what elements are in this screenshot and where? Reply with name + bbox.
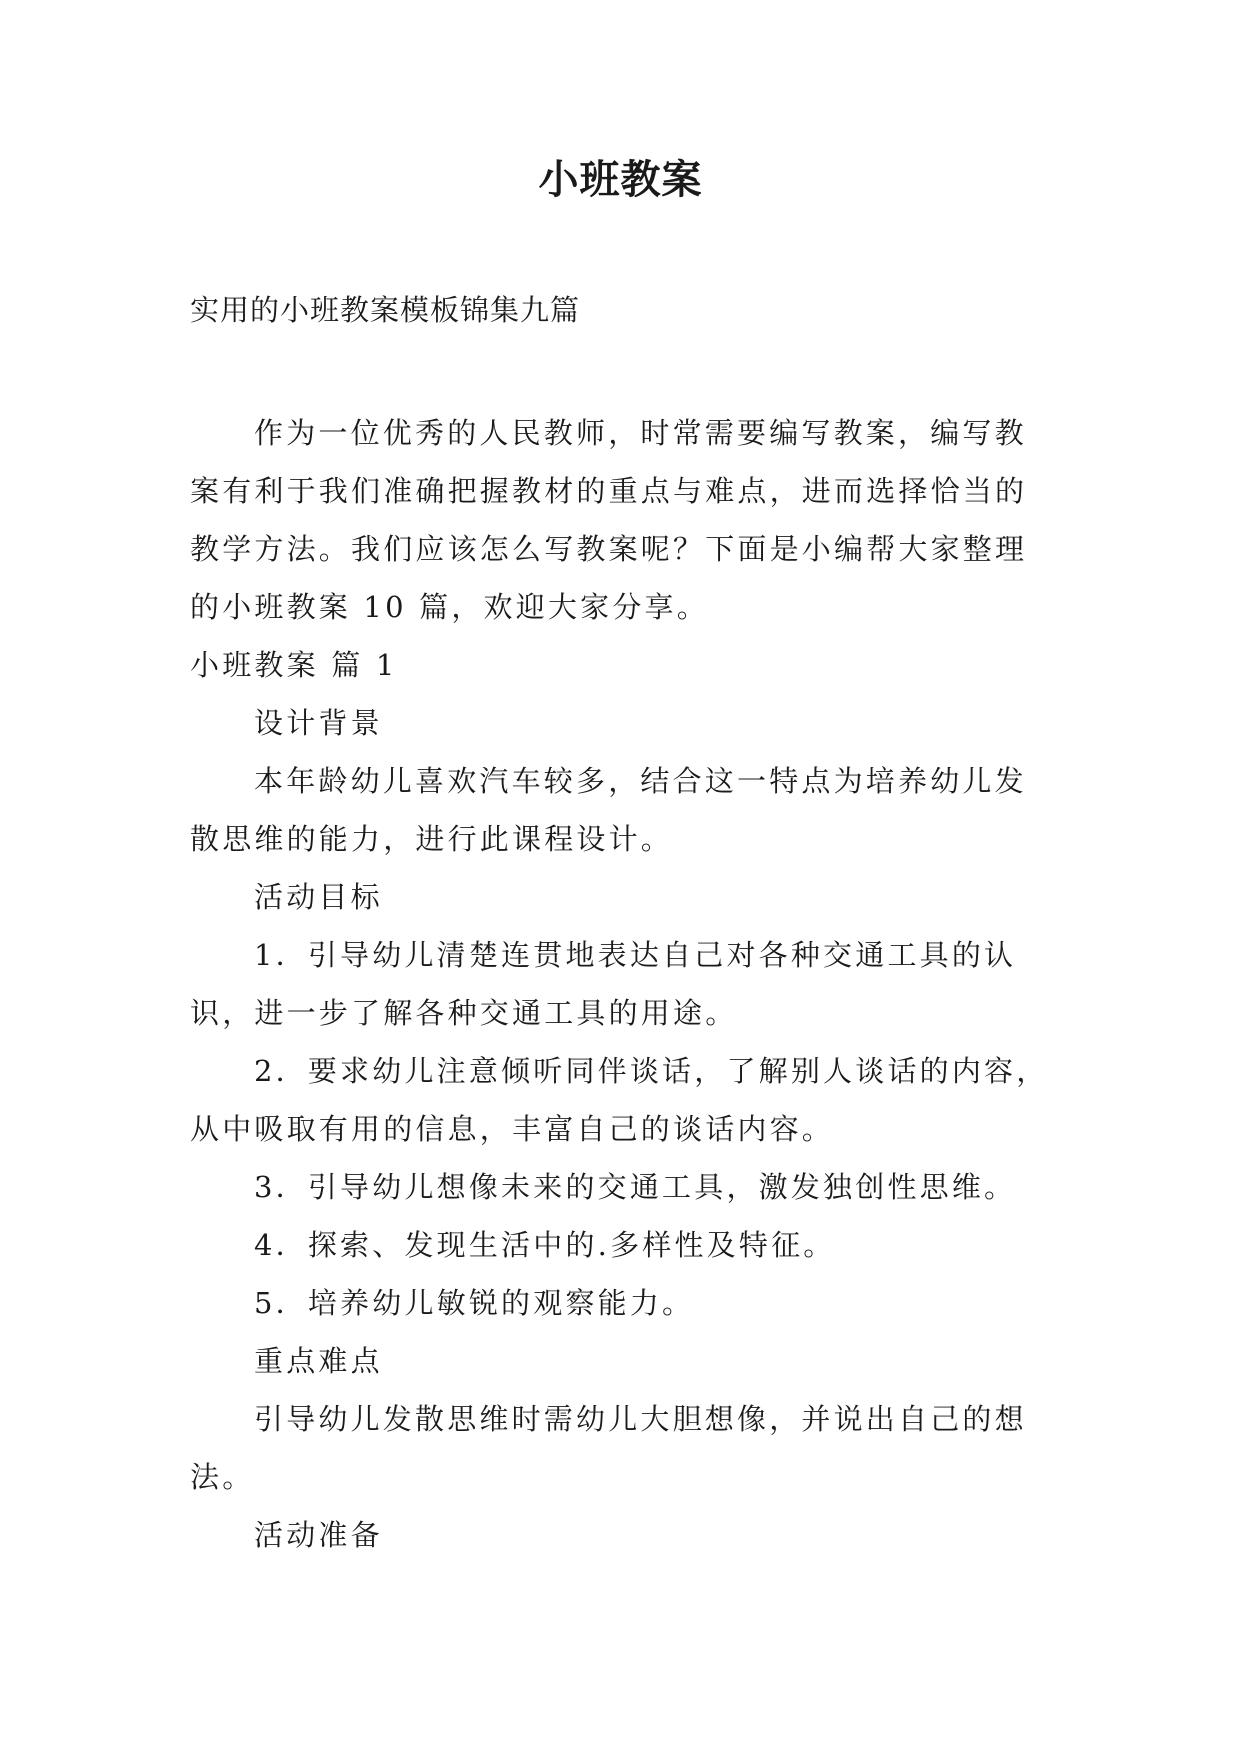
subheading-activity-prep: 活动准备 <box>254 1518 383 1552</box>
goal-item-2: 2．要求幼儿注意倾听同伴谈话，了解别人谈话的内容，从中吸取有用的信息，丰富自己的谈话内容。 <box>190 1054 1049 1146</box>
goal-item-1: 1．引导幼儿清楚连贯地表达自己对各种交通工具的认识，进一步了解各种交通工具的用途。 <box>190 938 1017 1030</box>
document-body <box>190 404 1055 1564</box>
document-subtitle: 实用的小班教案模板锦集九篇 <box>190 293 581 327</box>
subheading-design-background: 设计背景 <box>254 706 383 740</box>
goal-item-4: 4．探索、发现生活中的.多样性及特征。 <box>254 1228 836 1262</box>
goal-item-3: 3．引导幼儿想像未来的交通工具，激发独创性思维。 <box>254 1170 1017 1204</box>
document-title: 小班教案 <box>538 156 703 203</box>
subheading-key-difficulties: 重点难点 <box>254 1344 383 1378</box>
section-heading: 小班教案 篇 1 <box>190 648 398 682</box>
subheading-activity-goals: 活动目标 <box>254 880 383 914</box>
goal-item-5: 5．培养幼儿敏锐的观察能力。 <box>254 1286 695 1320</box>
paragraph-key-difficulties: 引导幼儿发散思维时需幼儿大胆想像，并说出自己的想法。 <box>190 1402 1027 1494</box>
paragraph-background: 本年龄幼儿喜欢汽车较多，结合这一特点为培养幼儿发散思维的能力，进行此课程设计。 <box>190 764 1027 856</box>
intro-paragraph: 作为一位优秀的人民教师，时常需要编写教案，编写教案有利于我们准确把握教材的重点与难点，进而选择恰当的教学方法。我们应该怎么写教案呢？下面是小编帮大家整理的小班教案 10 篇，欢迎大家分享。 <box>190 416 1028 624</box>
